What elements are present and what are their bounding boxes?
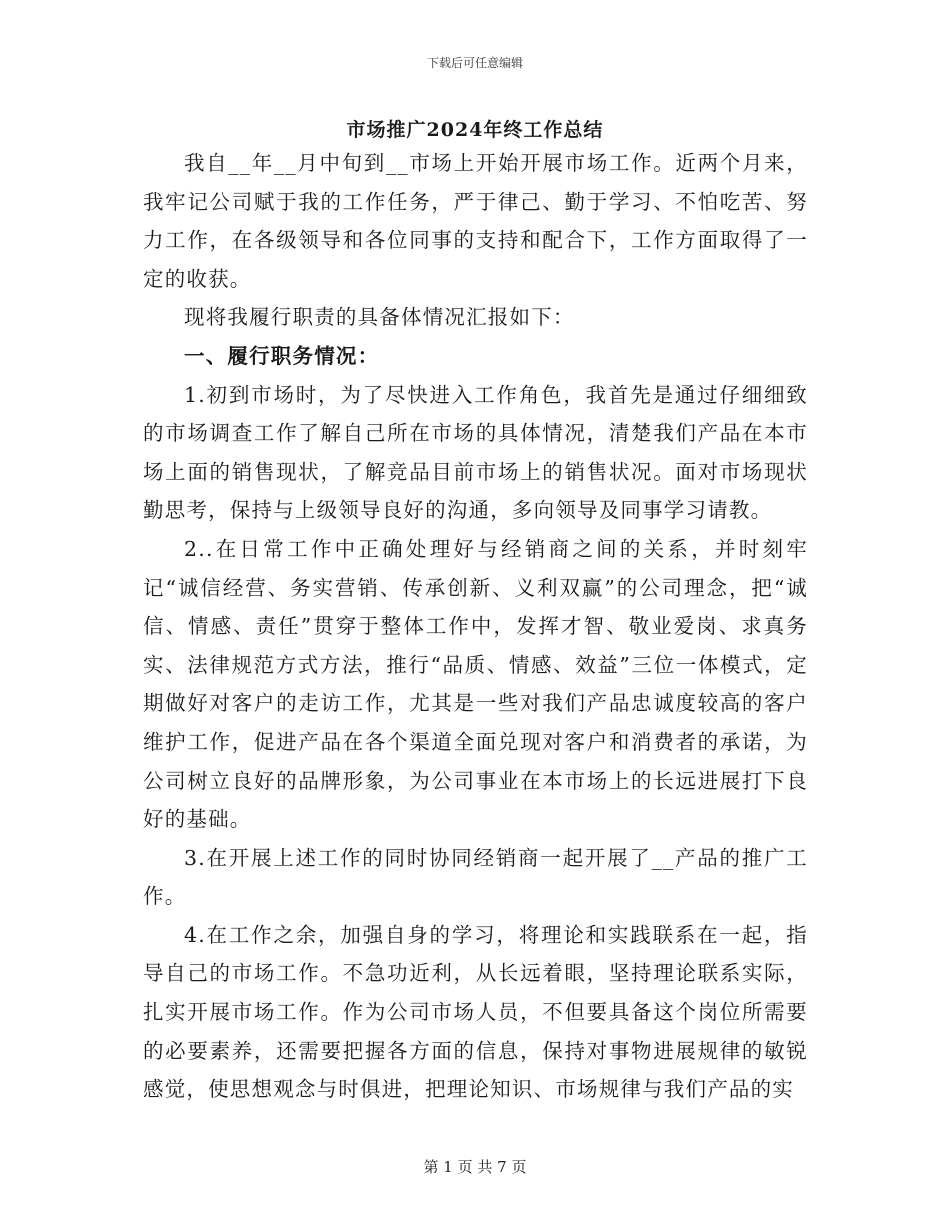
paragraph-item-4: 4.在工作之余，加强自身的学习，将理论和实践联系在一起，指导自己的市场工作。不急功近利，从长远着眼，坚持理论联系实际，扎实开展市场工作。作为公司市场人员，不但要具备这个岗位所需要的必要素养，还需要把握各方面的信息，保持对事物进展规律的敏锐感觉，使思想观念与时俱进，把理论知识、市场规律与我们产品的实 (143, 922, 808, 1102)
document-title: 市场推广2024年终工作总结 (346, 119, 604, 141)
paragraph-item-3: 3.在开展上述工作的同时协同经销商一起开展了__产品的推广工作。 (143, 845, 808, 909)
paragraph-item-2: 2..在日常工作中正确处理好与经销商之间的关系，并时刻牢记“诚信经营、务实营销、传承创新、义利双赢”的公司理念，把“诚信、情感、责任”贯穿于整体工作中，发挥才智、敬业爱岗、求真务实、法律规范方式方法，推行“品质、情感、效益”三位一体模式，定期做好对客户的走访工作，尤其是一些对我们产品忠诚度较高的客户维护工作，促进产品在各个渠道全面兑现对客户和消费者的承诺，为公司树立良好的品牌形象，为公司事业在本市场上的长远进展打下良好的基础。 (143, 536, 808, 832)
paragraph-item-1: 1.初到市场时，为了尽快进入工作角色，我首先是通过仔细细致的市场调查工作了解自己所在市场的具体情况，清楚我们产品在本市场上面的销售现状，了解竞品目前市场上的销售状况。面对市场现状勤思考，保持与上级领导良好的沟通，多向领导及同事学习请教。 (143, 382, 808, 523)
section-heading: 一、履行职务情况： (184, 343, 380, 368)
page-indicator: 第 1 页 共 7 页 (423, 1158, 527, 1176)
paragraph-report-lead: 现将我履行职责的具备体情况汇报如下： (184, 305, 575, 330)
download-note: 下载后可任意编辑 (426, 56, 523, 70)
paragraph-intro: 我自__年__月中旬到__市场上开始开展市场工作。近两个月来，我牢记公司赋于我的工作任务，严于律己、勤于学习、不怕吃苦、努力工作，在各级领导和各位同事的支持和配合下，工作方面取得了一定的收获。 (143, 151, 808, 291)
document-body (143, 144, 808, 1109)
